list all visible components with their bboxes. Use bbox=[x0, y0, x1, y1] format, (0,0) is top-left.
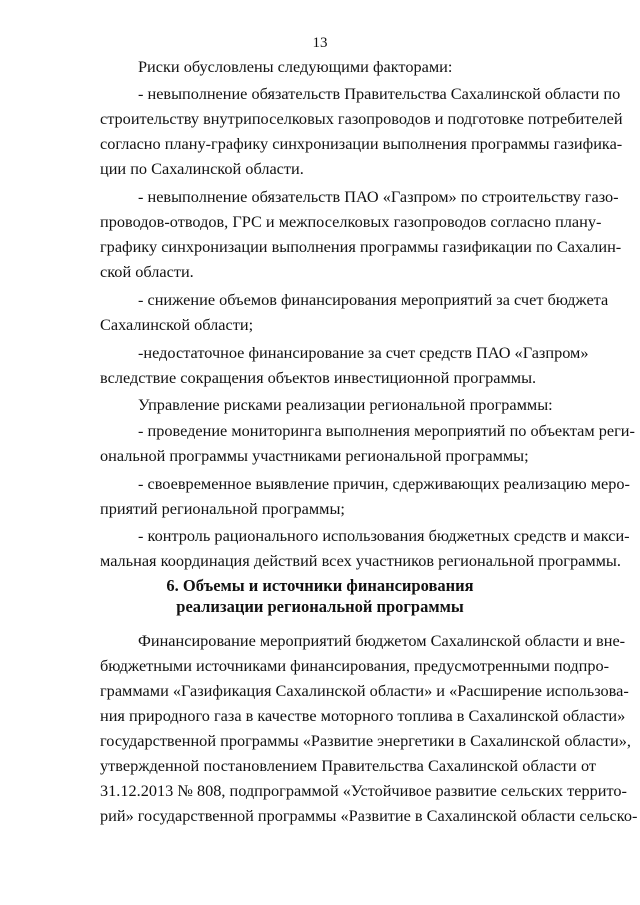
risk-4-line-2: вследствие сокращения объектов инвестиционной программы. bbox=[100, 368, 537, 387]
risk-2-line-2: проводов-отводов, ГРС и межпоселковых газопроводов согласно плану- bbox=[100, 212, 602, 231]
page-number: 13 bbox=[312, 35, 328, 51]
mgmt-2-line-2: приятий региональной программы; bbox=[100, 499, 345, 518]
risk-3-line-1: - снижение объемов финансирования мероприятий за счет бюджета bbox=[138, 290, 609, 309]
risk-1-line-4: ции по Сахалинской области. bbox=[100, 159, 304, 178]
section-heading-line-2: реализации региональной программы bbox=[176, 597, 464, 616]
risk-2-line-3: графику синхронизации выполнения программы газификации по Сахалин- bbox=[100, 237, 622, 256]
risk-2-line-1: - невыполнение обязательств ПАО «Газпром» по строительству газо- bbox=[138, 187, 619, 206]
financing-line-4: ния природного газа в качестве моторного топлива в Сахалинской области» bbox=[100, 706, 626, 725]
mgmt-1-line-2: ональной программы участниками региональной программы; bbox=[100, 446, 529, 465]
risk-1-line-2: строительству внутрипоселковых газопроводов и подготовке потребителей bbox=[100, 109, 623, 128]
financing-line-2: бюджетными источниками финансирования, предусмотренными подпро- bbox=[100, 656, 610, 675]
risk-4-line-1: -недостаточное финансирование за счет средств ПАО «Газпром» bbox=[138, 343, 589, 362]
financing-line-5: государственной программы «Развитие энергетики в Сахалинской области», bbox=[100, 731, 631, 750]
mgmt-2-line-1: - своевременное выявление причин, сдерживающих реализацию меро- bbox=[138, 474, 630, 493]
risk-1-line-1: - невыполнение обязательств Правительства Сахалинской области по bbox=[138, 84, 621, 103]
risk-3-line-2: Сахалинской области; bbox=[100, 315, 254, 334]
financing-line-7: 31.12.2013 № 808, подпрограммой «Устойчивое развитие сельских террито- bbox=[100, 781, 627, 800]
management-intro-text: Управление рисками реализации региональной программы: bbox=[138, 395, 553, 414]
risks-intro-text: Риски обусловлены следующими факторами: bbox=[138, 57, 453, 76]
financing-line-6: утвержденной постановлением Правительства Сахалинской области от bbox=[100, 756, 596, 775]
mgmt-3-line-2: мальная координация действий всех участников региональной программы. bbox=[100, 551, 621, 570]
mgmt-1-line-1: - проведение мониторинга выполнения мероприятий по объектам реги- bbox=[138, 421, 635, 440]
financing-line-3: граммами «Газификация Сахалинской области» и «Расширение использова- bbox=[100, 681, 629, 700]
financing-line-8: рий» государственной программы «Развитие в Сахалинской области сельско- bbox=[100, 806, 638, 825]
mgmt-3-line-1: - контроль рационального использования бюджетных средств и макси- bbox=[138, 526, 630, 545]
financing-line-1: Финансирование мероприятий бюджетом Сахалинской области и вне- bbox=[138, 631, 626, 650]
risk-2-line-4: ской области. bbox=[100, 262, 194, 281]
risk-1-line-3: согласно плану-графику синхронизации выполнения программы газифика- bbox=[100, 134, 623, 153]
section-heading-line-1: 6. Объемы и источники финансирования bbox=[166, 576, 474, 595]
